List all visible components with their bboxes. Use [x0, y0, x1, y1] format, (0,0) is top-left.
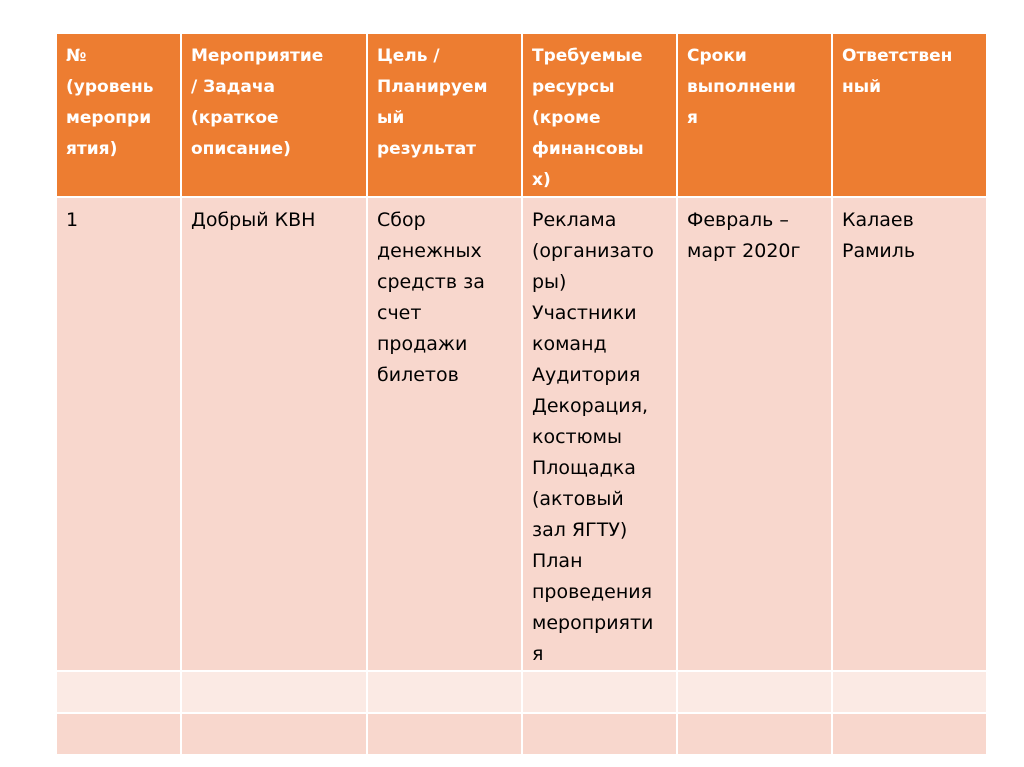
header-text-line: № [66, 46, 87, 66]
header-text-line: / Задача [191, 77, 276, 97]
cell-text-line: Февраль – [687, 209, 789, 231]
table-row [56, 197, 987, 671]
cell-text-line: Участники [532, 302, 637, 324]
table-row-empty [56, 671, 987, 713]
cell-text-line: продажи [377, 333, 468, 355]
cell-text-line: зал ЯГТУ) [532, 519, 628, 541]
header-text-line: ресурсы [532, 77, 615, 97]
cell-text-line: Декорация, [532, 395, 649, 417]
empty-cell [677, 671, 832, 713]
cell-text-line: билетов [377, 364, 459, 386]
cell-text-line: март 2020г [687, 240, 801, 262]
header-deadlines [677, 33, 832, 197]
cell-text-line: счет [377, 302, 422, 324]
cell-responsible [832, 197, 987, 671]
empty-cell [832, 671, 987, 713]
header-text-line: ятия) [66, 139, 118, 159]
cell-text-line: Сбор [377, 209, 426, 231]
empty-cell [522, 671, 677, 713]
empty-cell [181, 671, 367, 713]
cell-text-line: (организато [532, 240, 654, 262]
header-text-line: описание) [191, 139, 291, 159]
cell-goal [367, 197, 522, 671]
header-responsible [832, 33, 987, 197]
header-text-line: (краткое [191, 108, 279, 128]
header-text-line: Требуемые [532, 46, 643, 66]
cell-number [56, 197, 181, 671]
header-text-line: (уровень [66, 77, 154, 97]
cell-text-line: Аудитория [532, 364, 641, 386]
cell-resources [522, 197, 677, 671]
header-text-line: Планируем [377, 77, 488, 97]
header-text-line: ный [842, 77, 882, 97]
cell-text-line: денежных [377, 240, 482, 262]
cell-text-line: План [532, 550, 583, 572]
cell-text-line: я [532, 643, 544, 665]
empty-cell [367, 713, 522, 755]
cell-text-line: команд [532, 333, 607, 355]
table-row-empty [56, 713, 987, 755]
plan-table [55, 32, 988, 756]
cell-text-line: 1 [66, 209, 79, 231]
header-text-line: я [687, 108, 698, 128]
header-text-line: Цель / [377, 46, 440, 66]
empty-cell [367, 671, 522, 713]
cell-text-line: Калаев [842, 209, 914, 231]
cell-deadlines [677, 197, 832, 671]
empty-cell [522, 713, 677, 755]
header-number-level [56, 33, 181, 197]
empty-cell [832, 713, 987, 755]
cell-text-line: (актовый [532, 488, 624, 510]
empty-cell [181, 713, 367, 755]
cell-text-line: костюмы [532, 426, 622, 448]
header-text-line: Мероприятие [191, 46, 324, 66]
header-resources [522, 33, 677, 197]
empty-cell [677, 713, 832, 755]
cell-text-line: проведения [532, 581, 653, 603]
empty-cell [56, 671, 181, 713]
header-text-line: финансовы [532, 139, 644, 159]
table-header-row [56, 33, 987, 197]
cell-text-line: Добрый КВН [191, 209, 316, 231]
empty-cell [56, 713, 181, 755]
header-text-line: Сроки [687, 46, 747, 66]
header-goal-result [367, 33, 522, 197]
header-text-line: Ответствен [842, 46, 953, 66]
cell-text-line: мероприяти [532, 612, 654, 634]
header-event-task [181, 33, 367, 197]
cell-event [181, 197, 367, 671]
header-text-line: ый [377, 108, 405, 128]
cell-text-line: средств за [377, 271, 485, 293]
header-text-line: (кроме [532, 108, 601, 128]
cell-text-line: Рамиль [842, 240, 916, 262]
header-text-line: меропри [66, 108, 152, 128]
cell-text-line: Реклама [532, 209, 617, 231]
cell-text-line: Площадка [532, 457, 636, 479]
header-text-line: результат [377, 139, 477, 159]
header-text-line: выполнени [687, 77, 796, 97]
header-text-line: х) [532, 170, 551, 190]
cell-text-line: ры) [532, 271, 567, 293]
